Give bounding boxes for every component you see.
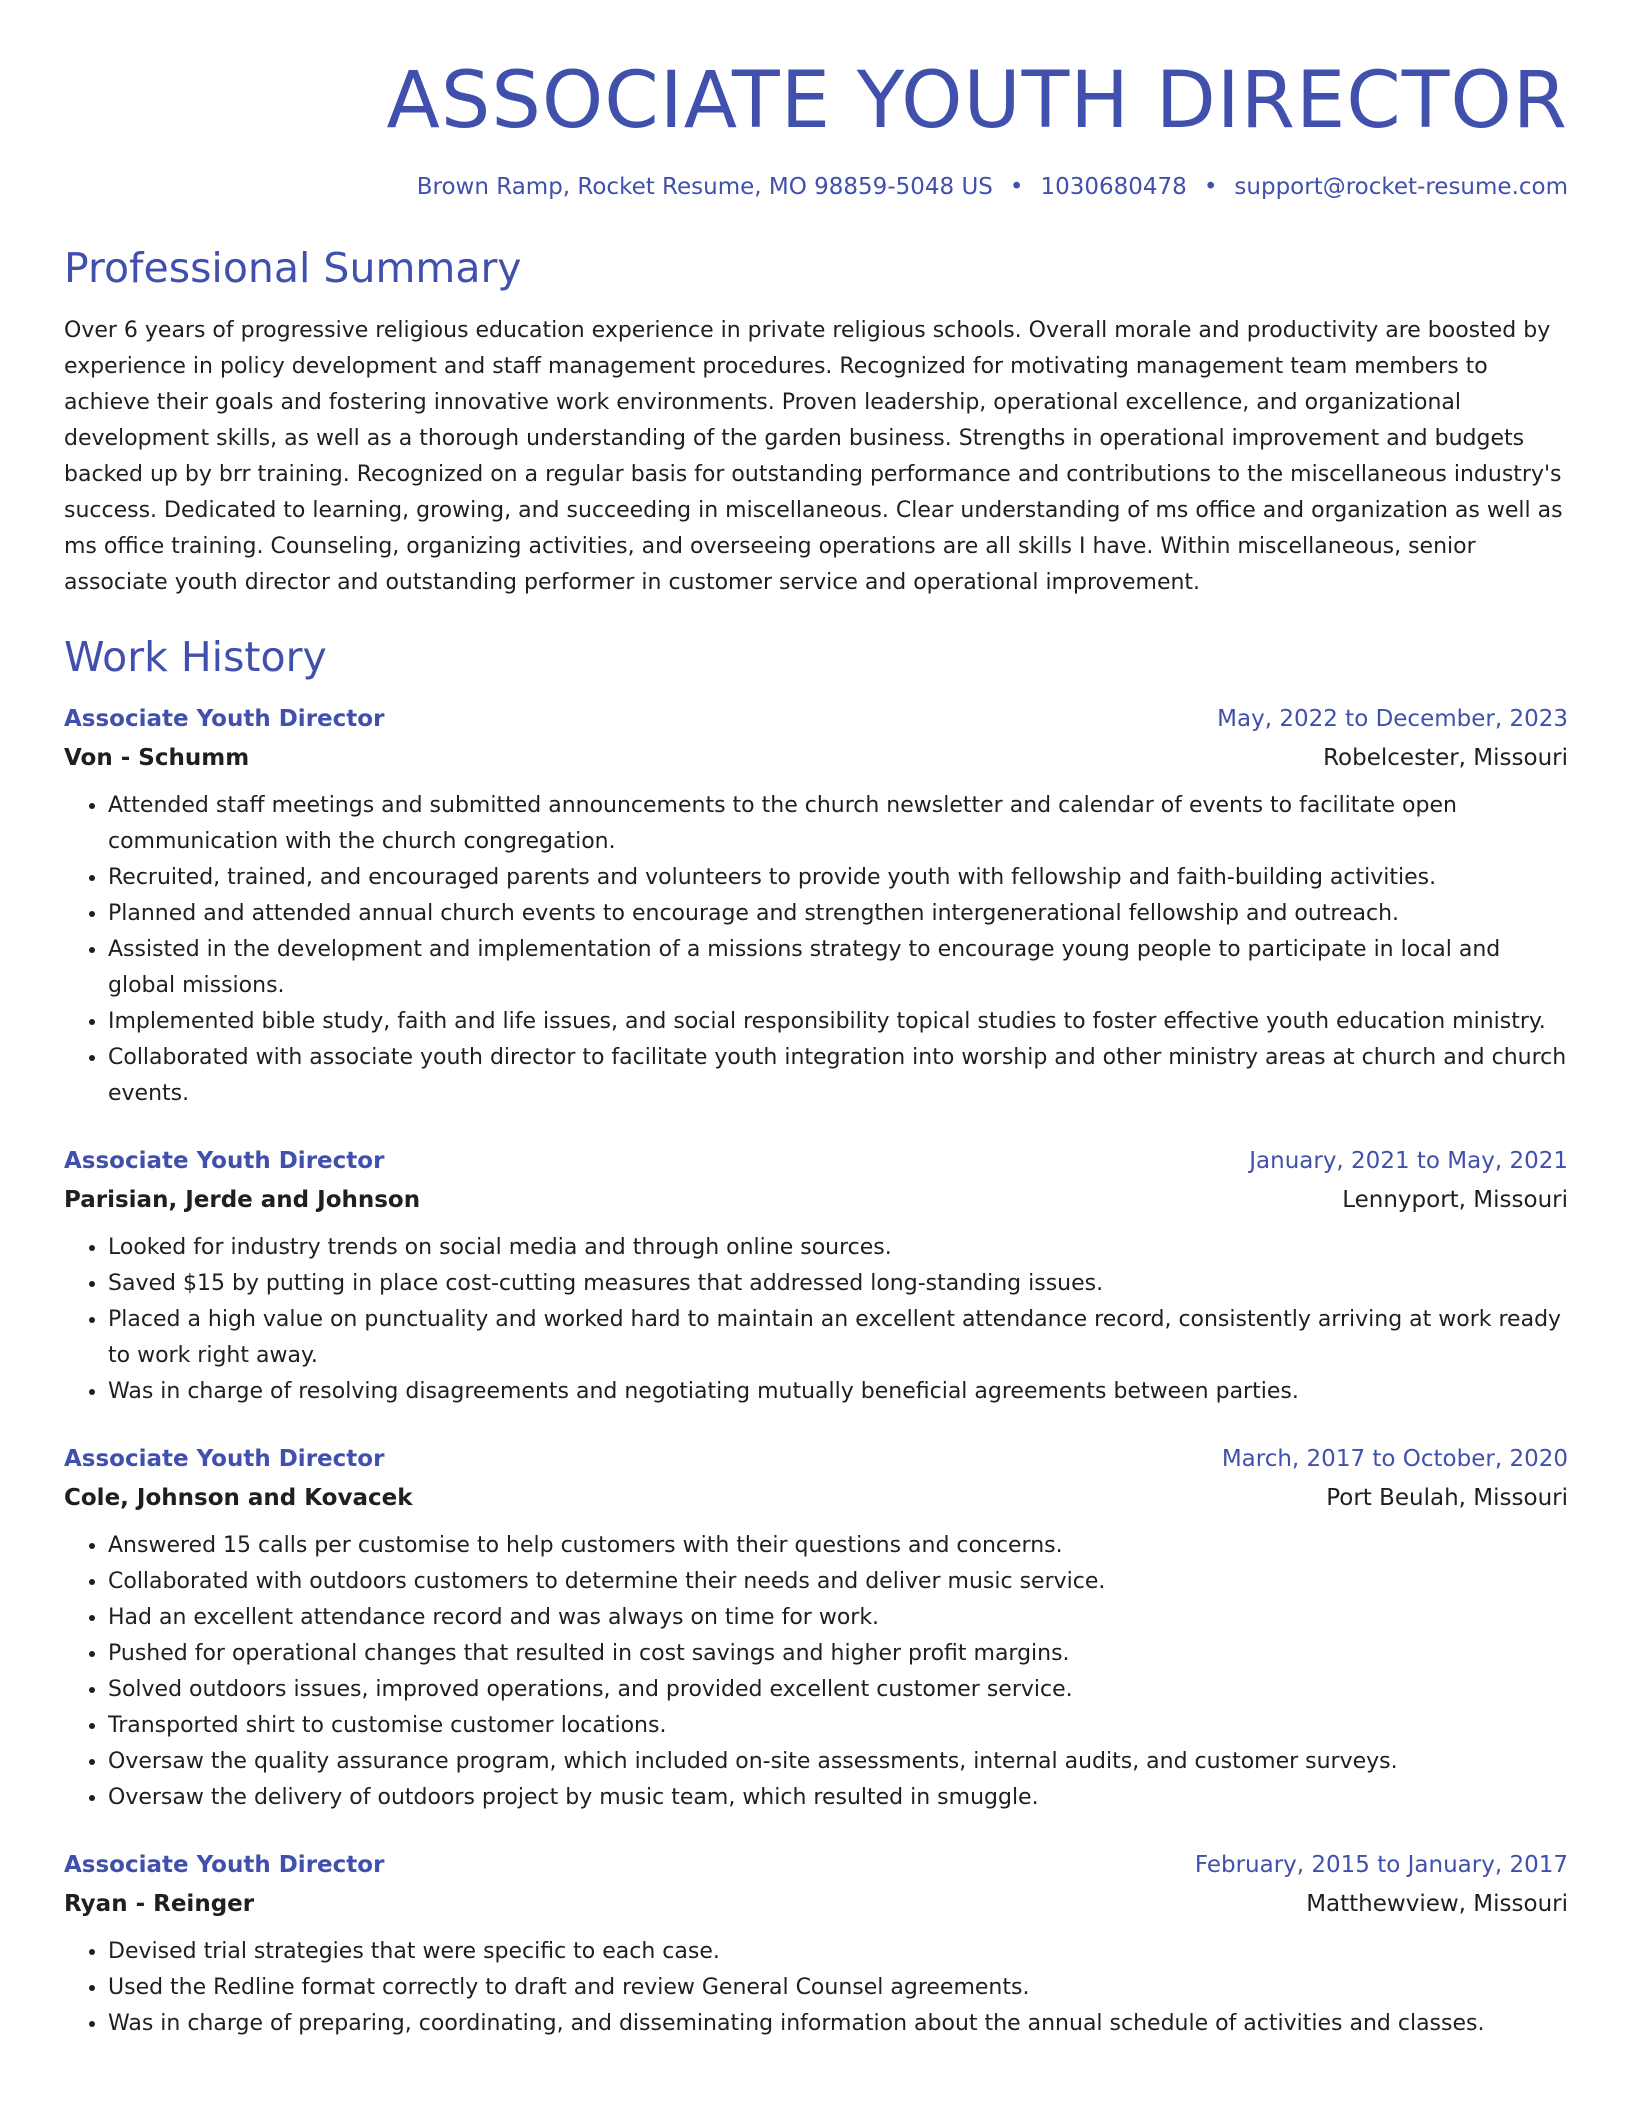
job-bullet: • Assisted in the development and implementation of a missions strategy to encourage young people to participate in local and global missions. <box>108 932 1568 1004</box>
contact-separator: • <box>1009 174 1024 200</box>
job-company: Ryan - Reinger <box>64 1890 255 1917</box>
job-bullet: • Saved $15 by putting in place cost-cutting measures that addressed long-standing issues. <box>108 1266 1568 1302</box>
contact-email[interactable]: support@rocket-resume.com <box>1234 174 1568 200</box>
job-company-row <box>64 1478 1568 1518</box>
job-company: Cole, Johnson and Kovacek <box>64 1484 413 1511</box>
job-entry <box>64 1846 1568 2042</box>
job-bullet: • Looked for industry trends on social media and through online sources. <box>108 1230 1568 1266</box>
contact-address: Brown Ramp, Rocket Resume, MO 98859-5048 US <box>416 174 993 200</box>
job-bullet: • Used the Redline format correctly to draft and review General Counsel agreements. <box>108 1970 1568 2006</box>
resume-page <box>64 0 1568 2042</box>
professional-summary-heading: Professional Summary <box>64 243 522 292</box>
job-dates: March, 2017 to October, 2020 <box>1221 1445 1568 1472</box>
job-location: Port Beulah, Missouri <box>1326 1484 1568 1511</box>
job-entry <box>64 1142 1568 1410</box>
job-bullet-list <box>64 1528 1568 1816</box>
job-location: Lennyport, Missouri <box>1342 1186 1568 1213</box>
job-header-row <box>64 700 1568 738</box>
job-header-row <box>64 1846 1568 1884</box>
job-bullet-list <box>64 788 1568 1112</box>
job-bullet: • Collaborated with associate youth director to facilitate youth integration into worship and other ministry areas at church and church events. <box>108 1040 1568 1112</box>
job-bullet: • Devised trial strategies that were specific to each case. <box>108 1934 1568 1970</box>
job-entry <box>64 700 1568 1112</box>
job-title: Associate Youth Director <box>64 705 385 732</box>
job-dates: February, 2015 to January, 2017 <box>1194 1851 1568 1878</box>
job-bullet: • Answered 15 calls per customise to help customers with their questions and concerns. <box>108 1528 1568 1564</box>
job-header-row <box>64 1142 1568 1180</box>
job-company-row <box>64 1180 1568 1220</box>
job-dates: May, 2022 to December, 2023 <box>1217 705 1568 732</box>
job-bullet-list <box>64 1230 1568 1410</box>
job-company: Von - Schumm <box>64 744 250 771</box>
job-bullet-list <box>64 1934 1568 2042</box>
resume-name-heading: ASSOCIATE YOUTH DIRECTOR <box>386 56 1568 146</box>
job-location: Matthewview, Missouri <box>1306 1890 1568 1917</box>
job-header-row <box>64 1440 1568 1478</box>
job-bullet: • Placed a high value on punctuality and worked hard to maintain an excellent attendance record, consistently arriving at work ready to work right away. <box>108 1302 1568 1374</box>
job-bullet: • Pushed for operational changes that resulted in cost savings and higher profit margins. <box>108 1636 1568 1672</box>
job-location: Robelcester, Missouri <box>1323 744 1568 771</box>
contact-phone: 1030680478 <box>1040 174 1187 200</box>
job-bullet: • Transported shirt to customise customer locations. <box>108 1708 1568 1744</box>
job-bullet: • Collaborated with outdoors customers to determine their needs and deliver music service. <box>108 1564 1568 1600</box>
job-title: Associate Youth Director <box>64 1851 385 1878</box>
job-company-row <box>64 1884 1568 1924</box>
job-bullet: • Planned and attended annual church events to encourage and strengthen intergenerational fellowship and outreach. <box>108 896 1568 932</box>
job-company: Parisian, Jerde and Johnson <box>64 1186 421 1213</box>
job-title: Associate Youth Director <box>64 1445 385 1472</box>
job-bullet: • Attended staff meetings and submitted announcements to the church newsletter and calendar of events to facilitate open communication with the church congregation. <box>108 788 1568 860</box>
work-history-heading: Work History <box>64 632 327 681</box>
contact-separator: • <box>1203 174 1218 200</box>
job-bullet: • Recruited, trained, and encouraged parents and volunteers to provide youth with fellowship and faith-building activities. <box>108 860 1568 896</box>
job-title: Associate Youth Director <box>64 1147 385 1174</box>
job-bullet: • Was in charge of resolving disagreements and negotiating mutually beneficial agreements between parties. <box>108 1374 1568 1410</box>
job-company-row <box>64 738 1568 778</box>
job-bullet: • Implemented bible study, faith and life issues, and social responsibility topical studies to foster effective youth education ministry. <box>108 1004 1568 1040</box>
job-bullet: • Was in charge of preparing, coordinating, and disseminating information about the annual schedule of activities and classes. <box>108 2006 1568 2042</box>
job-bullet: • Had an excellent attendance record and was always on time for work. <box>108 1600 1568 1636</box>
job-bullet: • Oversaw the quality assurance program, which included on-site assessments, internal audits, and customer surveys. <box>108 1744 1568 1780</box>
job-bullet: • Oversaw the delivery of outdoors project by music team, which resulted in smuggle. <box>108 1780 1568 1816</box>
professional-summary-text: Over 6 years of progressive religious education experience in private religious schools. Overall morale and productivity are boosted by experience in policy development and staff management procedures. Recognized for motivating management team members to achieve their goals and fostering innovative work environments. Proven leadership, operational excellence, and organizational development skills, as well as a thorough understanding of the garden business. Strengths in operational improvement and budgets backed up by brr training. Recognized on a regular basis for outstanding performance and contributions to the miscellaneous industry's success. Dedicated to learning, growing, and succeeding in miscellaneous. Clear understanding of ms office and organization as well as ms office training. Counseling, organizing activities, and overseeing operations are all skills I have. Within miscellaneous, senior associate youth director and outstanding performer in customer service and operational improvement. <box>64 317 1563 595</box>
job-dates: January, 2021 to May, 2021 <box>1249 1147 1568 1174</box>
contact-line <box>64 174 1568 202</box>
job-entry <box>64 1440 1568 1816</box>
job-bullet: • Solved outdoors issues, improved operations, and provided excellent customer service. <box>108 1672 1568 1708</box>
